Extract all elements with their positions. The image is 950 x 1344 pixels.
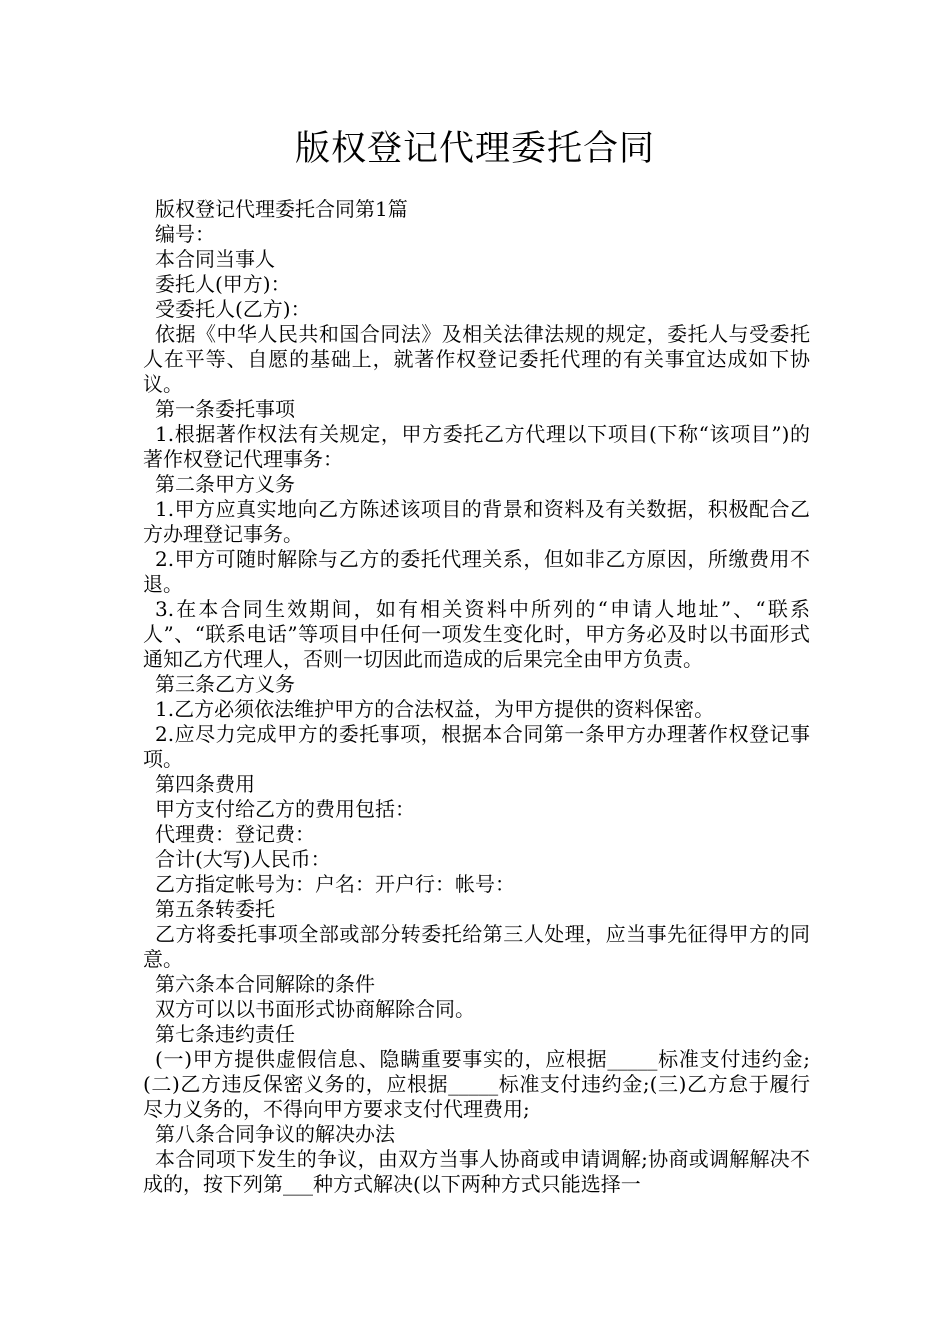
paragraph: 代理费：登记费： bbox=[155, 822, 315, 846]
section-heading: 第六条本合同解除的条件 bbox=[155, 972, 375, 996]
paragraph: 1.乙方必须依法维护甲方的合法权益，为甲方提供的资料保密。 bbox=[155, 697, 715, 721]
paragraph: 依据《中华人民共和国合同法》及相关法律法规的规定，委托人与受委托人在平等、自愿的基础上，就著作权登记委托代理的有关事宜达成如下协议。 bbox=[143, 322, 810, 396]
paragraph: 编号： bbox=[155, 222, 215, 246]
paragraph: 2.应尽力完成甲方的委托事项，根据本合同第一条甲方办理著作权登记事项。 bbox=[143, 722, 810, 771]
document-title: 版权登记代理委托合同 bbox=[294, 129, 655, 169]
paragraph: 2.甲方可随时解除与乙方的委托代理关系，但如非乙方原因，所缴费用不退。 bbox=[143, 547, 810, 596]
paragraph: 委托人(甲方)： bbox=[155, 272, 291, 296]
paragraph: 乙方指定帐号为：户名：开户行：帐号： bbox=[155, 872, 515, 896]
paragraph: 版权登记代理委托合同第1篇 bbox=[155, 197, 408, 221]
section-heading: 第二条甲方义务 bbox=[155, 472, 295, 496]
paragraph: (一)甲方提供虚假信息、隐瞒重要事实的，应根据_____标准支付违约金;(二)乙方违反保密义务的，应根据_____标准支付违约金;(三)乙方怠于履行尽力义务的，不得向甲方要求支付代理费用; bbox=[143, 1047, 810, 1121]
paragraph: 乙方将委托事项全部或部分转委托给第三人处理，应当事先征得甲方的同意。 bbox=[143, 922, 810, 971]
section-heading: 第三条乙方义务 bbox=[155, 672, 295, 696]
paragraph: 合计(大写)人民币： bbox=[155, 847, 331, 871]
paragraph: 本合同当事人 bbox=[155, 247, 275, 271]
document-body bbox=[143, 197, 810, 1197]
section-heading: 第八条合同争议的解决办法 bbox=[155, 1122, 395, 1146]
section-heading: 第四条费用 bbox=[155, 772, 255, 796]
paragraph: 双方可以以书面形式协商解除合同。 bbox=[155, 997, 475, 1021]
paragraph: 1.根据著作权法有关规定，甲方委托乙方代理以下项目(下称“该项目”)的著作权登记代理事务： bbox=[143, 422, 810, 471]
section-heading: 第一条委托事项 bbox=[155, 397, 295, 421]
paragraph: 受委托人(乙方)： bbox=[155, 297, 311, 321]
paragraph: 本合同项下发生的争议，由双方当事人协商或申请调解;协商或调解解决不成的，按下列第___种方式解决(以下两种方式只能选择一 bbox=[143, 1147, 810, 1196]
paragraph: 甲方支付给乙方的费用包括： bbox=[155, 797, 415, 821]
section-heading: 第七条违约责任 bbox=[155, 1022, 295, 1046]
section-heading: 第五条转委托 bbox=[155, 897, 275, 921]
paragraph: 1.甲方应真实地向乙方陈述该项目的背景和资料及有关数据，积极配合乙方办理登记事务。 bbox=[143, 497, 810, 546]
paragraph: 3.在本合同生效期间，如有相关资料中所列的“申请人地址”、“联系人”、“联系电话”等项目中任何一项发生变化时，甲方务必及时以书面形式通知乙方代理人，否则一切因此而造成的后果完全由甲方负责。 bbox=[143, 597, 810, 671]
